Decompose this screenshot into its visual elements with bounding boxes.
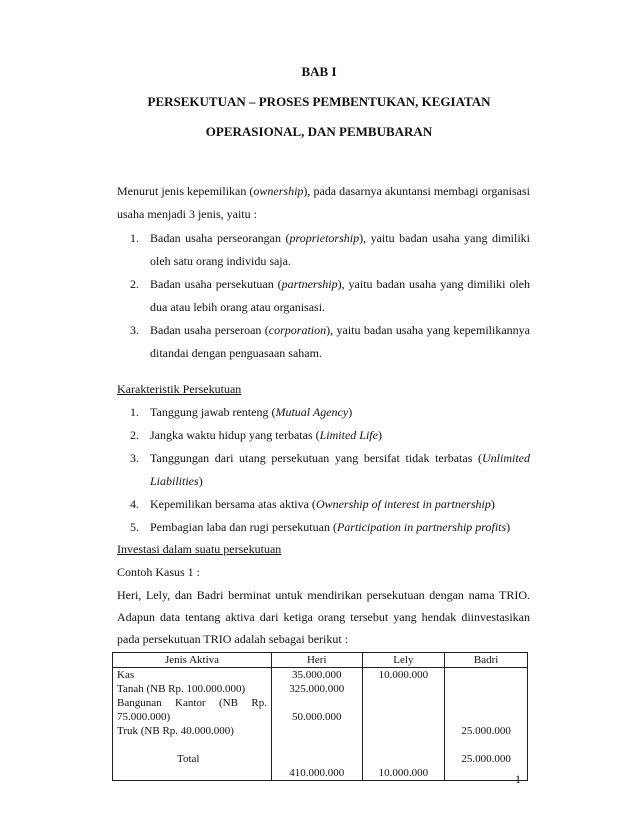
characteristic-4: 4. Kepemilikan bersama atas aktiva (Ownership of interest in partnership) bbox=[130, 497, 495, 511]
characteristic-3-cont: Liabilities) bbox=[150, 474, 203, 488]
asset-labels-cell bbox=[113, 668, 272, 781]
business-type-3-cont: ditandai dengan penguasaan saham. bbox=[150, 346, 322, 360]
asset-table bbox=[112, 652, 528, 781]
total-label: Total bbox=[177, 753, 200, 765]
chapter-title-line2: OPERASIONAL, DAN PEMBUBARAN bbox=[205, 124, 433, 139]
header-lely: Lely bbox=[362, 653, 445, 668]
characteristic-2: 2. Jangka waktu hidup yang terbatas (Limited Life) bbox=[130, 428, 382, 442]
header-heri: Heri bbox=[272, 653, 363, 668]
asset-label: Kas bbox=[117, 669, 135, 681]
chapter-title-line1: PERSEKUTUAN – PROSES PEMBENTUKAN, KEGIATAN bbox=[147, 94, 491, 109]
investment-para-line1: Heri, Lely, dan Badri berminat untuk mendirikan persekutuan dengan nama TRIO. bbox=[117, 588, 530, 602]
characteristic-5: 5. Pembagian laba dan rugi persekutuan (Participation in partnership profits) bbox=[130, 520, 511, 534]
characteristic-1: 1. Tanggung jawab renteng (Mutual Agency) bbox=[130, 405, 353, 419]
business-type-1: 1. Badan usaha perseorangan (proprietorship), yaitu badan usaha yang dimiliki bbox=[130, 231, 530, 245]
badri-values-cell bbox=[445, 668, 528, 781]
intro-line1: Menurut jenis kepemilikan (ownership), pada dasarnya akuntansi membagi organisasi bbox=[117, 184, 530, 198]
value: 35.000.000 bbox=[292, 669, 342, 681]
chapter-label: BAB I bbox=[301, 64, 337, 79]
total-value: 25.000.000 bbox=[461, 753, 511, 765]
investment-para-line2: Adapun data tentang aktiva dari ketiga orang tersebut yang hendak diinvestasikan bbox=[117, 610, 530, 624]
business-type-3: 3. Badan usaha perseroan (corporation), yaitu badan usaha yang kepemilikannya bbox=[130, 323, 530, 337]
value: 25.000.000 bbox=[461, 725, 511, 737]
header-badri: Badri bbox=[445, 653, 528, 668]
value: 325.000.000 bbox=[289, 683, 345, 695]
total-value: 410.000.000 bbox=[289, 767, 345, 779]
heri-values-cell bbox=[272, 668, 363, 781]
business-type-2-cont: dua atau lebih orang atau organisasi. bbox=[150, 300, 326, 314]
page-number: 1 bbox=[515, 772, 521, 786]
asset-label: Truk (NB Rp. 40.000.000) bbox=[117, 725, 234, 737]
case-label: Contoh Kasus 1 : bbox=[117, 565, 201, 579]
total-value: 10.000.000 bbox=[378, 767, 429, 779]
business-type-2: 2. Badan usaha persekutuan (partnership), yaitu badan usaha yang dimiliki oleh bbox=[130, 277, 530, 291]
asset-label: Tanah (NB Rp. 100.000.000) bbox=[117, 683, 246, 695]
header-asset-type: Jenis Aktiva bbox=[113, 653, 272, 668]
lely-values-cell bbox=[362, 668, 445, 781]
characteristic-3: 3. Tanggungan dari utang persekutuan yang bersifat tidak terbatas (Unlimited bbox=[130, 451, 530, 465]
intro-line2: usaha menjadi 3 jenis, yaitu : bbox=[117, 207, 257, 221]
investment-heading: Investasi dalam suatu persekutuan bbox=[117, 542, 282, 556]
investment-para-line3: pada persekutuan TRIO adalah sebagai berikut : bbox=[117, 632, 349, 646]
characteristics-heading: Karakteristik Persekutuan bbox=[117, 382, 242, 396]
table-header-row bbox=[113, 653, 528, 668]
value: 50.000.000 bbox=[292, 711, 342, 723]
table-row-body bbox=[113, 668, 528, 781]
asset-label: Bangunan Kantor (NB Rp. 75.000.000) bbox=[117, 697, 267, 723]
value: 10.000.000 bbox=[378, 669, 429, 681]
business-type-1-cont: oleh satu orang individu saja. bbox=[150, 254, 291, 268]
